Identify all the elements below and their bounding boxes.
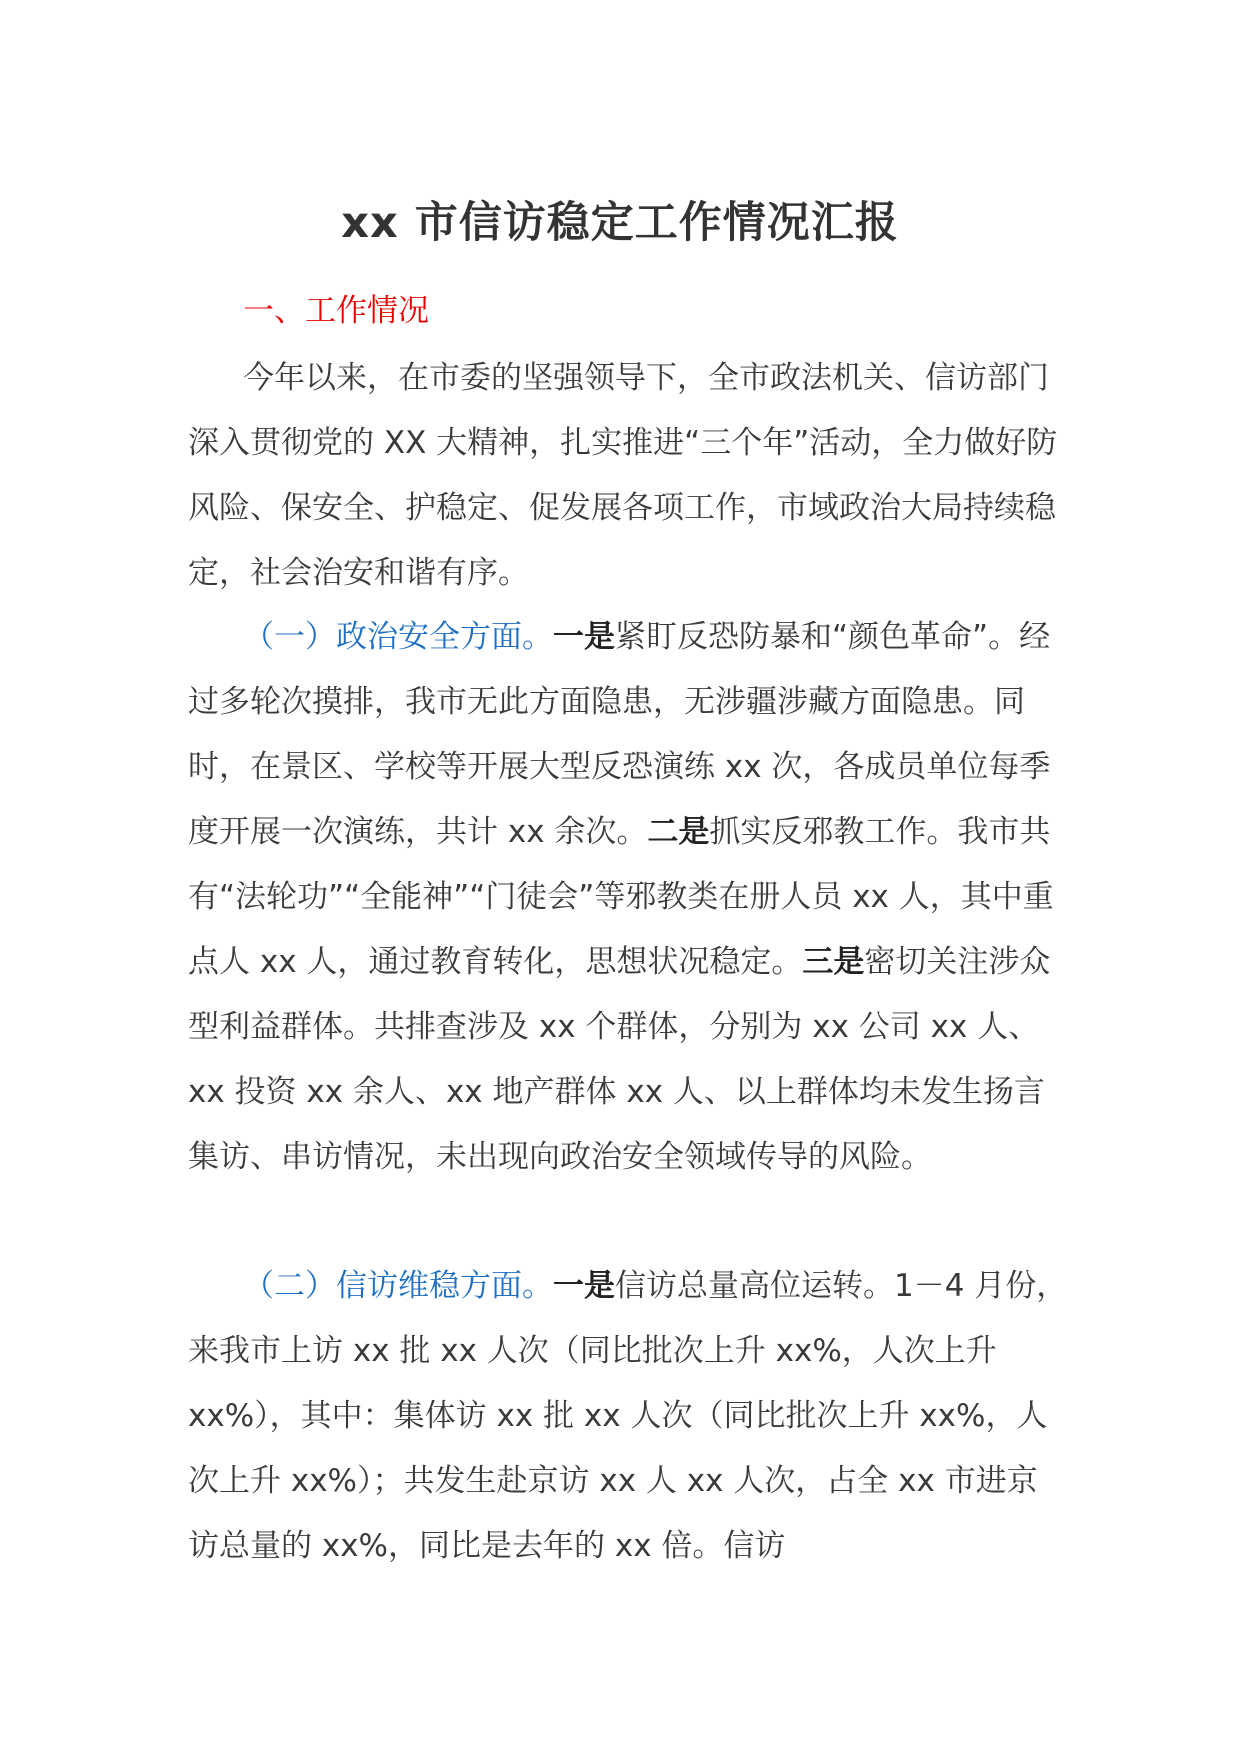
lead-marker-1: 一是	[553, 619, 615, 655]
subheading-political-security: （一）政治安全方面。	[243, 619, 553, 655]
paragraph-intro: 今年以来，在市委的坚强领导下，全市政法机关、信访部门深入贯彻党的 XX 大精神，扎实推进“三个年”活动，全力做好防风险、保安全、护稳定、促发展各项工作，市域政治大局持续稳定，社会治安和谐有序。	[188, 360, 1058, 591]
paragraph-text-segment: 密切关注涉众型利益群体。共排查涉及 xx 个群体，分别为 xx 公司 xx 人、xx 投资 xx 余人、xx 地产群体 xx 人、以上群体均未发生扬言集访、串访情况，未出现向政治安全领域传导的风险。	[188, 944, 1051, 1175]
paragraph-text-segment: 紧盯反恐防暴和“颜色革命”。经过多轮次摸排，我市无此方面隐患，无涉疆涉藏方面隐患。同时，在景区、学校等开展大型反恐演练 xx 次，各成员单位每季度开展一次演练，共计 xx 余次。	[188, 619, 1051, 850]
paragraph-text-segment: 抓实反邪教工作。我市共有“法轮功”“全能神”“门徒会”等邪教类在册人员 xx 人，其中重点人 xx 人，通过教育转化，思想状况稳定。	[188, 814, 1054, 980]
paragraph-petition-stability	[188, 1254, 1068, 1579]
section-heading-work-status: 一、工作情况	[243, 293, 429, 329]
paragraph-text-segment: 信访总量高位运转。1－4 月份，来我市上访 xx 批 xx 人次（同比批次上升 xx%，人次上升 xx%），其中：集体访 xx 批 xx 人次（同比批次上升 xx%，人次上升 xx%）；共发生赴京访 xx 人 xx 人次，占全 xx 市进京访总量的 xx%，同比是去年的 xx 倍。信访	[188, 1268, 1068, 1564]
lead-marker-2: 二是	[647, 814, 710, 850]
paragraph-political-security	[188, 605, 1068, 1190]
lead-marker-1: 一是	[553, 1268, 615, 1304]
document-title: xx 市信访稳定工作情况汇报	[341, 198, 899, 248]
subheading-petition-stability: （二）信访维稳方面。	[243, 1268, 553, 1304]
lead-marker-3: 三是	[802, 944, 865, 980]
